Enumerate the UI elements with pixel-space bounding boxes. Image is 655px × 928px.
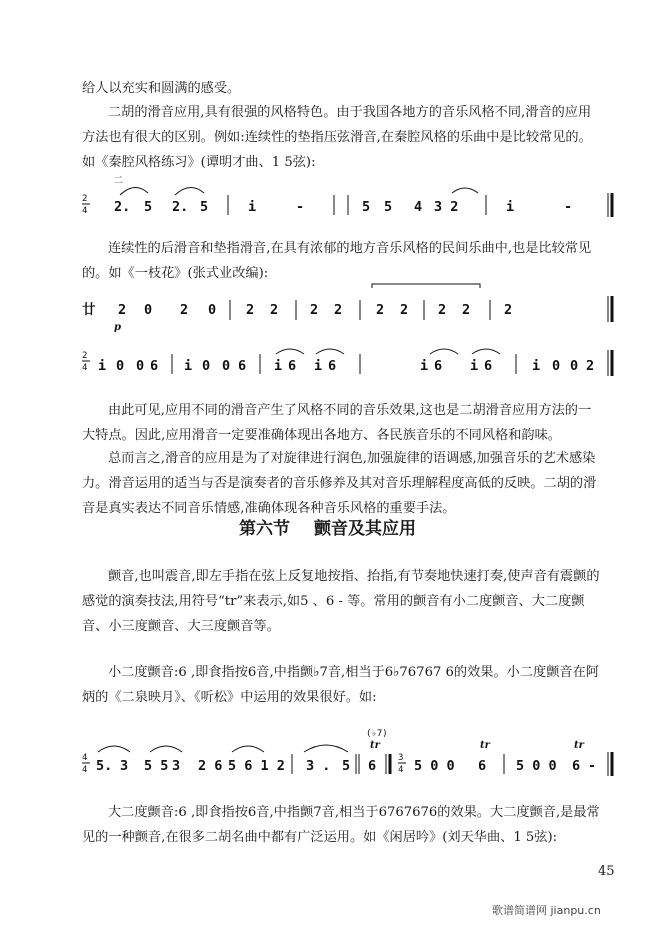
note: 6 <box>288 358 297 374</box>
note: 6 <box>238 358 247 374</box>
note: 6 <box>150 358 159 374</box>
note: 6 <box>484 358 493 374</box>
note: 4 <box>414 199 423 215</box>
note: 5 5 <box>144 758 169 774</box>
note: i <box>470 358 479 374</box>
note: 5. <box>96 758 113 774</box>
note: 0 <box>208 302 217 318</box>
note: 6 <box>572 758 581 774</box>
free-tempo-mark: 廿 <box>82 302 96 318</box>
note: 5 0 0 <box>516 758 557 774</box>
note: 2. <box>114 199 131 215</box>
note: 6 <box>434 358 443 374</box>
note: 2. <box>172 199 189 215</box>
notation-line-1 <box>80 163 620 223</box>
time-sig-top: 4 <box>82 753 88 763</box>
fingering-mark: 二 <box>114 176 124 186</box>
page-number: 45 <box>598 864 615 879</box>
paragraph-conclusion-b: 总而言之,滑音的应用是为了对旋律进行润色,加强旋律的语调感,加强音乐的艺术感染力。滑音运用的适当与否是演奏者的音乐修养及其对音乐理解程度高低的反映。二胡的滑音是真实表达不同音乐情感,准确体现各种音乐风格的重要手法。 <box>82 451 597 516</box>
note: 3 <box>120 758 129 774</box>
time-sig-2-bottom: 4 <box>398 765 404 775</box>
trill-mark: tr <box>370 740 380 751</box>
note: 0 <box>552 358 561 374</box>
section-heading <box>0 514 655 539</box>
note: 2 <box>310 302 319 318</box>
note: - <box>296 199 305 215</box>
note: 2 <box>586 358 595 374</box>
note: 2 <box>118 302 127 318</box>
paragraph-intro: 给人以充实和圆满的感受。 <box>82 81 241 96</box>
note: 0 <box>116 358 125 374</box>
notation-line-4 <box>80 726 620 782</box>
note: 5 <box>362 199 371 215</box>
note: 5 <box>384 199 393 215</box>
note: 0 <box>136 358 145 374</box>
paragraph-major-second-trill: 大二度颤音:6 ,即食指按6音,中指颤7音,相当于6767676的效果。大二度颤音,是最常见的一种颤音,在很多二胡名曲中都有广泛运用。如《闲居吟》(刘天华曲、1 5弦): <box>82 805 600 845</box>
note: 3 2 <box>434 199 459 215</box>
note: 2 <box>334 302 343 318</box>
time-sig-bottom: 4 <box>82 363 88 373</box>
note: i <box>314 358 323 374</box>
note: i <box>532 358 541 374</box>
note: 2 <box>462 302 471 318</box>
note: 5 <box>342 758 351 774</box>
note: i <box>184 358 193 374</box>
note: 6 <box>328 358 337 374</box>
note: 0 <box>570 358 579 374</box>
time-sig-bottom: 4 <box>82 206 88 216</box>
flat-seven-mark: (♭7) <box>366 729 388 739</box>
section-title: 颤音及其应用 <box>313 519 416 539</box>
note: 2 <box>504 302 513 318</box>
note: 2 <box>438 302 447 318</box>
note: i <box>274 358 283 374</box>
time-sig-2-top: 3 <box>398 753 404 763</box>
note: 0 <box>202 358 211 374</box>
note: 0 <box>222 358 231 374</box>
note: - <box>564 199 573 215</box>
notation-line-3 <box>80 340 620 384</box>
trill-mark: tr <box>480 740 490 751</box>
note: 6 <box>478 758 487 774</box>
note: 5 <box>200 199 209 215</box>
paragraph-late-glissando: 连续性的后滑音和垫指滑音,在具有浓郁的地方音乐风格的民间乐曲中,也是比较常见的。如《一枝花》(张式业改编): <box>82 241 592 281</box>
time-sig-top: 2 <box>82 194 88 204</box>
watermark: 歌谱简谱网 jianpu.cn <box>492 904 601 917</box>
note: 2 <box>400 302 409 318</box>
note: i <box>248 199 257 215</box>
note: i <box>98 358 107 374</box>
note: 2 <box>270 302 279 318</box>
note: 5 0 0 <box>414 758 455 774</box>
note: i <box>420 358 429 374</box>
dynamic-mark: p <box>114 322 121 333</box>
note: 2 <box>246 302 255 318</box>
paragraph-glissando-style: 二胡的滑音应用,具有很强的风格特色。由于我国各地方的音乐风格不同,滑音的应用方法也有很大的区别。例如:连续性的垫指压弦滑音,在秦腔风格的乐曲中是比较常见的。如《秦腔风格练习》(谭明才曲、1 5弦): <box>82 105 592 170</box>
note: 3 . <box>306 758 331 774</box>
notation-line-2 <box>80 282 620 332</box>
note: 0 <box>144 302 153 318</box>
time-sig-bottom: 4 <box>82 765 88 775</box>
note: 2 6 <box>198 758 223 774</box>
time-sig-top: 2 <box>82 351 88 361</box>
note: 2 <box>376 302 385 318</box>
paragraph-conclusion-a: 由此可见,应用不同的滑音产生了风格不同的音乐效果,这也是二胡滑音应用方法的一大特点。因此,应用滑音一定要准确体现出各地方、各民族音乐的不同风格和韵味。 <box>82 403 592 443</box>
note: - <box>588 758 597 774</box>
section-number: 第六节 <box>239 519 291 539</box>
note: 3 <box>172 758 181 774</box>
note: 5 <box>144 199 153 215</box>
note: i <box>506 199 515 215</box>
note: 5 6 1 2 <box>228 758 285 774</box>
note: 2 <box>180 302 189 318</box>
paragraph-minor-second-trill: 小二度颤音:6 ,即食指按6音,中指颤♭7音,相当于6♭76767 6的效果。小二度颤音在阿炳的《二泉映月》、《听松》中运用的效果很好。如: <box>82 665 599 705</box>
trill-mark: tr <box>574 740 584 751</box>
note: 6 <box>368 758 377 774</box>
paragraph-vibrato-definition: 颤音,也叫震音,即左手指在弦上反复地按指、抬指,有节奏地快速打奏,使声音有震颤的感觉的演奏技法,用符号“tr”来表示,如5 、6 - 等。常用的颤音有小二度颤音、大二度颤音、小三度颤音、大三度颤音等。 <box>82 569 600 634</box>
